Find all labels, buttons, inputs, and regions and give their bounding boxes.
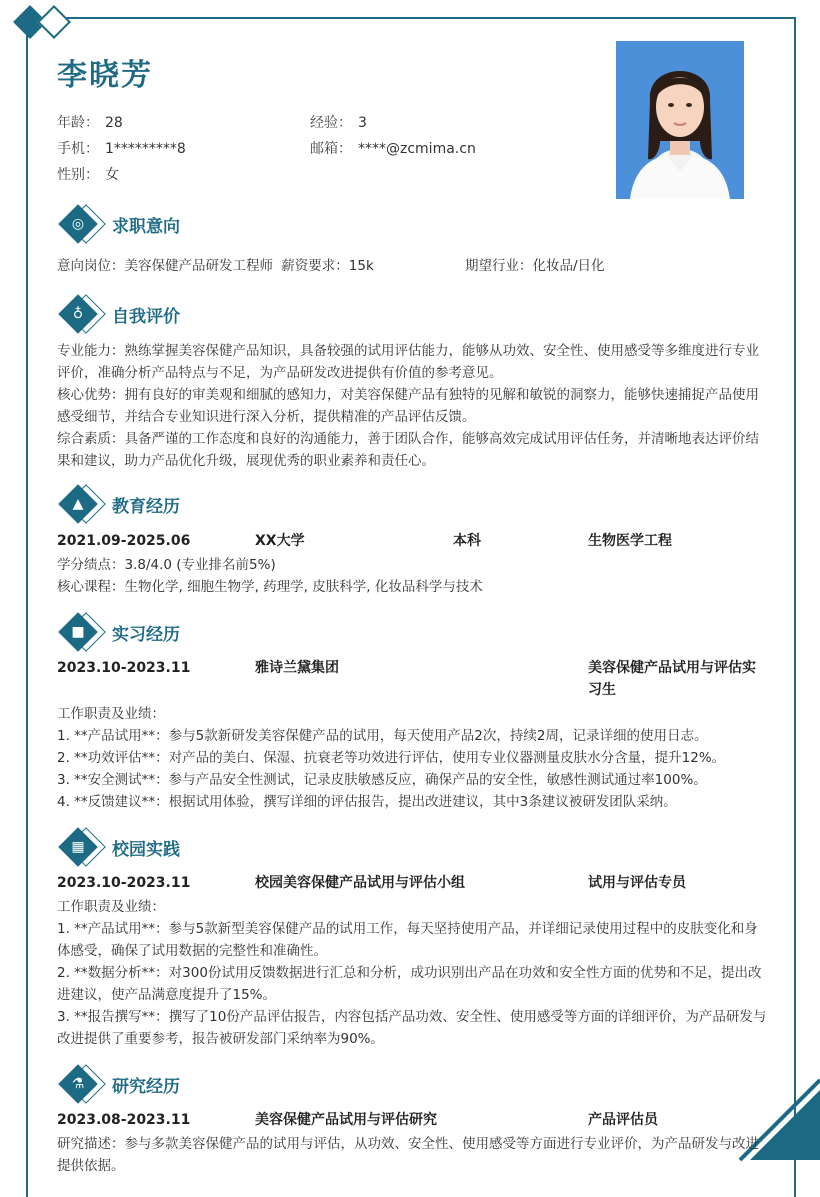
section-title: 校园实践 <box>112 839 180 860</box>
intern-date: 2023.10-2023.11 <box>57 660 191 676</box>
section-title: 研究经历 <box>112 1076 180 1097</box>
campus-date: 2023.10-2023.11 <box>57 875 191 891</box>
self-eval-p1: 专业能力：熟练掌握美容保健产品知识，具备较强的试用评估能力，能够从功效、安全性、使用感受等多维度进行专业评价，准确分析产品特点与不足，为产品研发改进提供有价值的参考意见。 <box>57 343 759 381</box>
flask-icon: ⚗ <box>71 1076 85 1092</box>
edu-courses: 核心课程：生物化学, 细胞生物学, 药理学, 皮肤科学, 化妆品科学与技术 <box>57 579 483 595</box>
campus-duty-label: 工作职责及业绩： <box>57 899 165 915</box>
section-header-self <box>60 296 180 332</box>
edu-degree: 本科 <box>453 533 481 549</box>
profile-photo <box>616 41 744 199</box>
age-field: 年龄： 28 <box>57 115 123 131</box>
section-title: 教育经历 <box>112 496 180 517</box>
research-row <box>57 1109 767 1131</box>
intern-org: 雅诗兰黛集团 <box>255 660 339 676</box>
section-header-campus <box>60 829 180 865</box>
self-eval-p2: 核心优势：拥有良好的审美观和细腻的感知力，对美容保健产品有独特的见解和敏锐的洞察力，能够快速捕捉产品使用感受细节，并结合专业知识进行深入分析，提供精准的产品评估反馈。 <box>57 387 759 425</box>
edu-row <box>57 530 767 552</box>
list-item: 4. **反馈建议**：根据试用体验，撰写详细的评估报告，提出改进建议，其中3条建议被研发团队采纳。 <box>57 794 677 810</box>
research-role: 产品评估员 <box>588 1112 658 1128</box>
edu-school: XX大学 <box>255 533 305 549</box>
section-header-research <box>60 1066 180 1102</box>
section-header-intent <box>60 206 180 242</box>
section-title: 求职意向 <box>112 216 180 237</box>
target-icon: ◎ <box>71 216 85 232</box>
self-eval-text <box>57 340 767 472</box>
gender-field: 性别： 女 <box>57 167 119 183</box>
research-desc: 研究描述：参与多款美容保健产品的试用与评估，从功效、安全性、使用感受等方面进行专业评价，为产品研发与改进提供依据。 <box>57 1136 759 1174</box>
intern-row <box>57 657 767 701</box>
list-item: 3. **安全测试**：参与产品安全性测试，记录皮肤敏感反应，确保产品的安全性，敏感性测试通过率100%。 <box>57 772 707 788</box>
experience-field: 经验： 3 <box>310 115 367 131</box>
campus-org: 校园美容保健产品试用与评估小组 <box>255 875 465 891</box>
graduation-cap-icon: ▲ <box>72 496 84 512</box>
bulb-icon: ♁ <box>72 306 84 322</box>
list-item: 1. **产品试用**：参与5款新研发美容保健产品的试用，每天使用产品2次，持续2周，记录详细的使用日志。 <box>57 728 708 744</box>
candidate-name: 李晓芳 <box>57 58 153 93</box>
briefcase-icon: ■ <box>71 624 85 640</box>
section-header-intern <box>60 614 180 650</box>
self-eval-p3: 综合素质：具备严谨的工作态度和良好的沟通能力，善于团队合作，能够高效完成试用评估任务，并清晰地表达评价结果和建议，助力产品优化升级，展现优秀的职业素养和责任心。 <box>57 431 759 469</box>
intent-position: 意向岗位：美容保健产品研发工程师 <box>57 258 273 274</box>
campus-role: 试用与评估专员 <box>588 875 686 891</box>
email-field: 邮箱： ****@zcmima.cn <box>310 141 476 157</box>
edu-major: 生物医学工程 <box>588 533 672 549</box>
intent-industry: 期望行业：化妆品/日化 <box>465 258 605 274</box>
list-item: 2. **功效评估**：对产品的美白、保湿、抗衰老等功效进行评估，使用专业仪器测量皮肤水分含量，提升12%。 <box>57 750 726 766</box>
list-item: 2. **数据分析**：对300份试用反馈数据进行汇总和分析，成功识别出产品在功效和安全性方面的优势和不足，提出改进建议，使产品满意度提升了15%。 <box>57 965 762 1003</box>
research-topic: 美容保健产品试用与评估研究 <box>255 1112 437 1128</box>
list-item: 1. **产品试用**：参与5款新型美容保健产品的试用工作，每天坚持使用产品，并详细记录使用过程中的皮肤变化和身体感受，确保了试用数据的完整性和准确性。 <box>57 921 758 959</box>
phone-field: 手机： 1*********8 <box>57 141 186 157</box>
section-title: 自我评价 <box>112 306 180 327</box>
intern-duty-label: 工作职责及业绩： <box>57 706 165 722</box>
list-item: 3. **报告撰写**：撰写了10份产品评估报告，内容包括产品功效、安全性、使用感受等方面的详细评价，为产品研发与改进提供了重要参考，报告被研发部门采纳率为90%。 <box>57 1009 767 1047</box>
campus-row <box>57 872 767 894</box>
section-header-edu <box>60 486 180 522</box>
intent-salary: 薪资要求：15k <box>281 258 374 274</box>
edu-gpa: 学分绩点：3.8/4.0 (专业排名前5%) <box>57 557 276 573</box>
edu-date: 2021.09-2025.06 <box>57 533 191 549</box>
section-title: 实习经历 <box>112 624 180 645</box>
research-date: 2023.08-2023.11 <box>57 1112 191 1128</box>
intern-role: 美容保健产品试用与评估实习生 <box>588 660 756 698</box>
building-icon: ▦ <box>71 839 85 855</box>
